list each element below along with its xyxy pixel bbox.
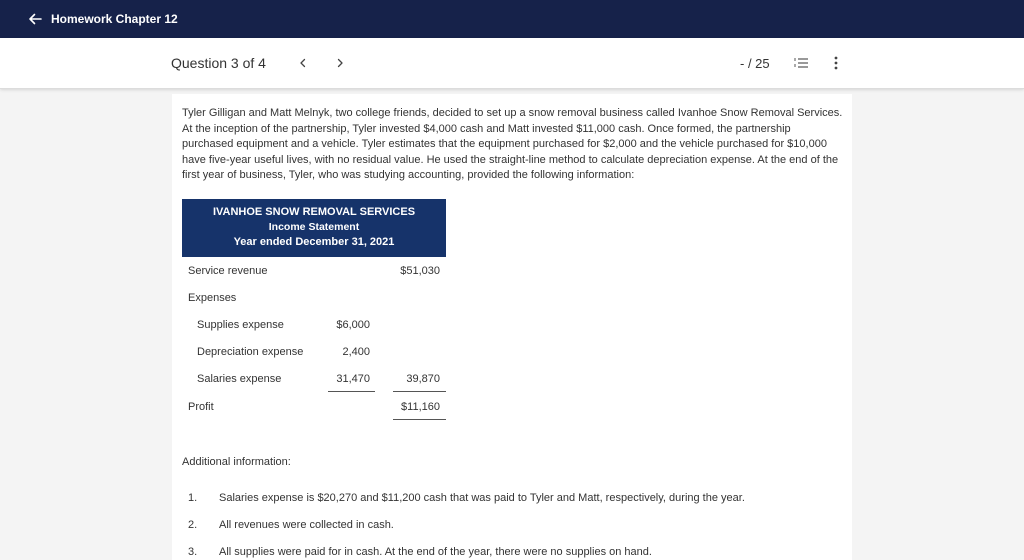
top-bar	[0, 0, 1024, 38]
more-options-button[interactable]	[829, 54, 843, 72]
list-item-text: All supplies were paid for in cash. At the end of the year, there were no supplies on hand.	[219, 546, 652, 558]
company-name: IVANHOE SNOW REMOVAL SERVICES	[212, 206, 416, 218]
income-statement-header	[182, 199, 446, 257]
question-counter: Question 3 of 4	[171, 55, 266, 71]
chevron-left-icon	[298, 58, 308, 68]
profit-total: $11,160	[401, 401, 440, 413]
question-text: Tyler Gilligan and Matt Melnyk, two college friends, decided to set up a snow removal business called Ivanhoe Snow Removal Services. At the inception of the partnership, Tyler invested $4,000 cash and Matt invested $11,000 cash. Once formed, the partnership purchased equipment and a vehicle. Tyler estimates that the equipment purchased for $2,000 and the vehicle purchased for $10,000 have five-year useful lives, with no residual value. He used the straight-line method to calculate depreciation expense. At the end of the first year of business, Tyler, who was studying accounting, provided the following information:	[182, 107, 843, 182]
statement-title: Income Statement	[268, 221, 360, 233]
list-item-number: 3.	[188, 546, 198, 558]
total-expenses: 39,870	[406, 373, 440, 385]
numbered-list-icon	[792, 54, 810, 72]
service-revenue-total: $51,030	[400, 265, 440, 277]
depreciation-expense-label: Depreciation expense	[197, 346, 304, 358]
expenses-underline	[328, 391, 375, 392]
profit-label: Profit	[188, 401, 214, 413]
statement-period: Year ended December 31, 2021	[233, 236, 395, 248]
depreciation-expense-amount: 2,400	[342, 346, 370, 358]
previous-question-button[interactable]	[294, 53, 312, 73]
question-content	[172, 94, 852, 560]
chevron-right-icon	[335, 58, 345, 68]
more-vertical-icon	[829, 54, 843, 72]
profit-underline	[393, 419, 446, 420]
list-item-text: Salaries expense is $20,270 and $11,200 cash that was paid to Tyler and Matt, respectively, during the year.	[219, 492, 745, 504]
expenses-label: Expenses	[188, 292, 237, 304]
salaries-expense-amount: 31,470	[336, 373, 370, 385]
question-bar	[0, 38, 1024, 89]
total-expenses-underline	[393, 391, 446, 392]
arrow-left-icon	[27, 11, 43, 27]
service-revenue-label: Service revenue	[188, 265, 268, 277]
additional-info-heading: Additional information:	[182, 456, 291, 468]
score-display: - / 25	[740, 56, 770, 71]
list-item-number: 1.	[188, 492, 198, 504]
question-list-button[interactable]	[792, 54, 810, 72]
list-item-text: All revenues were collected in cash.	[219, 519, 394, 531]
list-item-number: 2.	[188, 519, 198, 531]
assignment-title: Homework Chapter 12	[51, 12, 178, 26]
salaries-expense-label: Salaries expense	[197, 373, 282, 385]
next-question-button[interactable]	[331, 53, 349, 73]
supplies-expense-amount: $6,000	[336, 319, 370, 331]
supplies-expense-label: Supplies expense	[197, 319, 284, 331]
back-button[interactable]	[27, 11, 178, 27]
